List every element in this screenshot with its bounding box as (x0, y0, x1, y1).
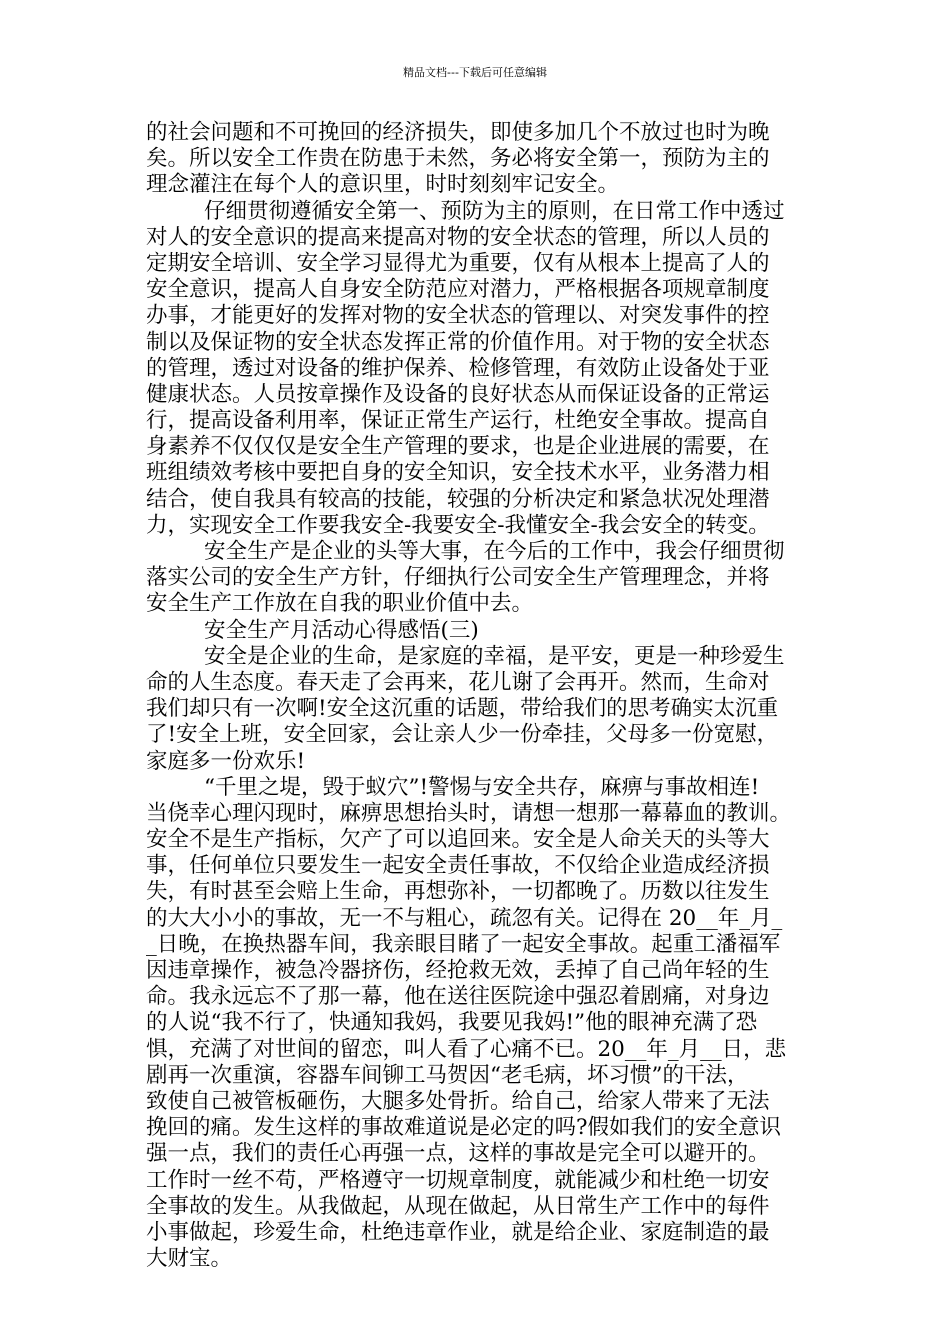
text-line: 仔细贯彻遵循安全第一、预防为主的原则，在日常工作中透过 (204, 198, 785, 224)
text-line: 的大大小小的事故，无一不与粗心，疏忽有关。记得在 20__年_月_ (146, 905, 783, 931)
text-line: 的管理，透过对设备的维护保养、检修管理，有效防止设备处于亚 (146, 355, 770, 381)
text-line: 落实公司的安全生产方针，仔细执行公司安全生产管理理念，并将 (146, 565, 770, 591)
text-line: 大财宝。 (146, 1246, 233, 1272)
text-line: 当侥幸心理闪现时，麻痹思想抬头时，请想一想那一幕幕血的教训。 (146, 800, 792, 826)
text-line: 强一点，我们的责任心再强一点，这样的事故是完全可以避开的。 (146, 1141, 770, 1167)
text-line: 安全生产月活动心得感悟(三) (204, 617, 479, 643)
text-line: 安全是企业的生命，是家庭的幸福，是平安，更是一种珍爱生 (204, 643, 785, 669)
text-line: 力，实现安全工作要我安全-我要安全-我懂安全-我会安全的转变。 (146, 512, 770, 538)
text-line: 安全不是生产指标，欠产了可以追回来。安全是人命关天的头等大 (146, 827, 770, 853)
text-line: 挽回的痛。发生这样的事故难道说是必定的吗?假如我们的安全意识 (146, 1115, 782, 1141)
text-line: 理念灌注在每个人的意识里，时时刻刻牢记安全。 (146, 172, 620, 198)
text-line: 安全意识，提高人自身安全防范应对潜力，严格根据各项规章制度 (146, 277, 770, 303)
text-line: 命的人生态度。春天走了会再来，花儿谢了会再开。然而，生命对 (146, 669, 770, 695)
text-line: 失，有时甚至会赔上生命，再想弥补，一切都晚了。历数以往发生 (146, 879, 770, 905)
text-line: 的社会问题和不可挽回的经济损失，即使多加几个不放过也时为晚 (146, 120, 770, 145)
text-line: 命。我永远忘不了那一幕，他在送往医院途中强忍着剧痛，对身边 (146, 984, 770, 1010)
text-line: 办事，才能更好的发挥对物的安全状态的管理以、对突发事件的控 (146, 303, 770, 329)
text-line: 了!安全上班，安全回家，会让亲人少一份牵挂，父母多一份宽慰， (146, 722, 779, 748)
page-header: 精品文档---下载后可任意编辑 (403, 66, 547, 79)
text-line: _日晚，在换热器车间，我亲眼目睹了一起安全事故。起重工潘福军 (146, 931, 781, 957)
text-line: 健康状态。人员按章操作及设备的良好状态从而保证设备的正常运 (146, 381, 770, 407)
text-line: 全事故的发生。从我做起，从现在做起，从日常生产工作中的每件 (146, 1193, 770, 1219)
text-line: 小事做起，珍爱生命，杜绝违章作业，就是给企业、家庭制造的最 (146, 1219, 770, 1245)
text-line: “千里之堤，毁于蚁穴”!警惕与安全共存，麻痹与事故相连! (204, 774, 760, 800)
text-line: 安全生产是企业的头等大事，在今后的工作中，我会仔细贯彻 (204, 539, 785, 564)
document-body (146, 120, 818, 1272)
text-line: 安全生产工作放在自我的职业价值中去。 (146, 591, 534, 617)
text-line: 对人的安全意识的提高来提高对物的安全状态的管理，所以人员的 (146, 224, 770, 250)
text-line: 剧再一次重演，容器车间铆工马贺因“老毛病，坏习惯”的干法， (146, 1062, 749, 1088)
text-line: 班组绩效考核中要把自身的安全知识，安全技术水平，业务潜力相 (146, 460, 770, 486)
text-line: 家庭多一份欢乐! (146, 748, 306, 774)
text-line: 事，任何单位只要发生一起安全责任事故，不仅给企业造成经济损 (146, 853, 770, 879)
text-line: 的人说“我不行了，快通知我妈，我要见我妈!”他的眼神充满了恐 (146, 1010, 758, 1036)
text-line: 制以及保证物的安全状态发挥正常的价值作用。对于物的安全状态 (146, 329, 770, 355)
text-line: 因违章操作，被急冷器挤伤，经抢救无效，丢掉了自己尚年轻的生 (146, 958, 770, 983)
text-line: 我们却只有一次啊!安全这沉重的话题，带给我们的思考确实太沉重 (146, 696, 779, 722)
text-line: 结合，使自我具有较高的技能，较强的分析决定和紧急状况处理潜 (146, 486, 770, 512)
text-line: 身素养不仅仅仅是安全生产管理的要求，也是企业进展的需要，在 (146, 434, 770, 460)
text-line: 行，提高设备利用率，保证正常生产运行，杜绝安全事故。提高自 (146, 408, 770, 434)
text-line: 矣。所以安全工作贵在防患于未然，务必将安全第一，预防为主的 (146, 146, 770, 172)
text-line: 惧，充满了对世间的留恋，叫人看了心痛不已。20__年_月__日，悲 (146, 1036, 787, 1062)
text-line: 工作时一丝不苟，严格遵守一切规章制度，就能减少和杜绝一切安 (146, 1167, 770, 1193)
text-line: 定期安全培训、安全学习显得尤为重要，仅有从根本上提高了人的 (146, 250, 770, 276)
text-line: 致使自己被管板砸伤，大腿多处骨折。给自己，给家人带来了无法 (146, 1088, 770, 1114)
